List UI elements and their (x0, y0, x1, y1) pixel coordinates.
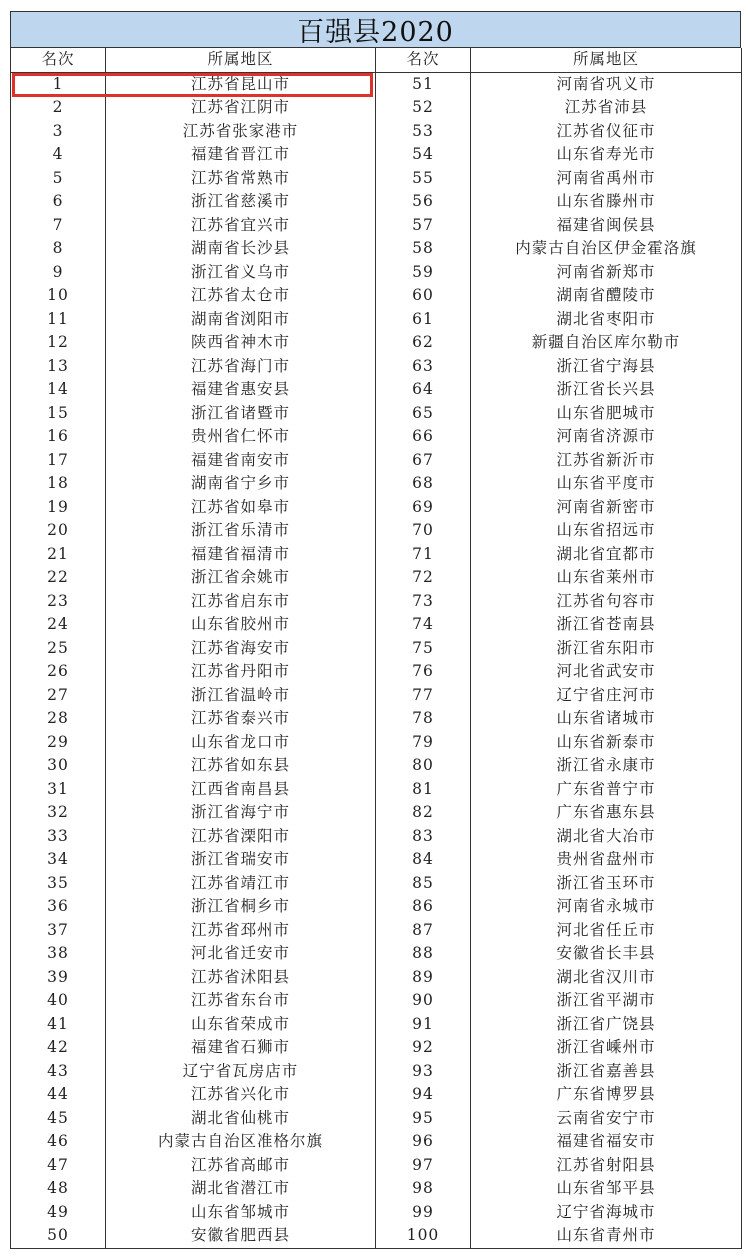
rank-cell: 79 (376, 731, 471, 755)
rank-cell: 28 (11, 707, 106, 731)
rank-cell: 54 (376, 143, 471, 167)
region-cell: 辽宁省庄河市 (471, 684, 742, 708)
table-row (11, 778, 742, 802)
region-cell: 山东省寿光市 (471, 143, 742, 167)
region-cell: 山东省邹平县 (471, 1177, 742, 1201)
rank-cell: 92 (376, 1036, 471, 1060)
table-row (11, 590, 742, 614)
rank-cell: 22 (11, 566, 106, 590)
table-row (11, 72, 742, 96)
region-cell: 福建省南安市 (106, 449, 376, 473)
rank-cell: 49 (11, 1201, 106, 1225)
table-row (11, 1201, 742, 1225)
region-cell: 浙江省慈溪市 (106, 190, 376, 214)
rank-cell: 90 (376, 989, 471, 1013)
rank-cell: 32 (11, 801, 106, 825)
header-rank-right: 名次 (376, 48, 471, 72)
rank-cell: 99 (376, 1201, 471, 1225)
table-row (11, 1107, 742, 1131)
table-row (11, 754, 742, 778)
rank-cell: 23 (11, 590, 106, 614)
rank-cell: 25 (11, 637, 106, 661)
region-cell: 湖北省宜都市 (471, 543, 742, 567)
rank-cell: 63 (376, 355, 471, 379)
rank-cell: 100 (376, 1224, 471, 1248)
rank-cell: 65 (376, 402, 471, 426)
table-row (11, 731, 742, 755)
rank-cell: 52 (376, 96, 471, 120)
table-row (11, 707, 742, 731)
region-cell: 福建省福安市 (471, 1130, 742, 1154)
table-row (11, 1154, 742, 1178)
table-row (11, 1130, 742, 1154)
rank-cell: 12 (11, 331, 106, 355)
rank-cell: 13 (11, 355, 106, 379)
rank-cell: 21 (11, 543, 106, 567)
table-row (11, 613, 742, 637)
rank-cell: 27 (11, 684, 106, 708)
region-cell: 云南省安宁市 (471, 1107, 742, 1131)
rank-cell: 75 (376, 637, 471, 661)
region-cell: 江苏省沛县 (471, 96, 742, 120)
rank-cell: 91 (376, 1013, 471, 1037)
region-cell: 山东省新泰市 (471, 731, 742, 755)
region-cell: 浙江省苍南县 (471, 613, 742, 637)
table-row (11, 848, 742, 872)
region-cell: 湖南省长沙县 (106, 237, 376, 261)
rank-cell: 71 (376, 543, 471, 567)
table-row (11, 284, 742, 308)
table-row (11, 895, 742, 919)
region-cell: 浙江省东阳市 (471, 637, 742, 661)
header-rank-left: 名次 (11, 48, 106, 72)
table-row (11, 989, 742, 1013)
table-row (11, 214, 742, 238)
rank-cell: 38 (11, 942, 106, 966)
region-cell: 江苏省海安市 (106, 637, 376, 661)
table-row (11, 566, 742, 590)
region-cell: 江苏省句容市 (471, 590, 742, 614)
region-cell: 江苏省太仓市 (106, 284, 376, 308)
table-row (11, 496, 742, 520)
rank-cell: 6 (11, 190, 106, 214)
rank-cell: 69 (376, 496, 471, 520)
region-cell: 江苏省靖江市 (106, 872, 376, 896)
region-cell: 浙江省宁海县 (471, 355, 742, 379)
region-cell: 江苏省溧阳市 (106, 825, 376, 849)
region-cell: 福建省晋江市 (106, 143, 376, 167)
region-cell: 湖北省潜江市 (106, 1177, 376, 1201)
region-cell: 河南省永城市 (471, 895, 742, 919)
table-body (11, 72, 742, 1248)
region-cell: 浙江省温岭市 (106, 684, 376, 708)
rank-cell: 40 (11, 989, 106, 1013)
rank-cell: 81 (376, 778, 471, 802)
rank-cell: 60 (376, 284, 471, 308)
table-row (11, 919, 742, 943)
region-cell: 山东省莱州市 (471, 566, 742, 590)
region-cell: 浙江省嵊州市 (471, 1036, 742, 1060)
region-cell: 湖北省枣阳市 (471, 308, 742, 332)
region-cell: 江苏省常熟市 (106, 167, 376, 191)
rank-cell: 84 (376, 848, 471, 872)
region-cell: 江苏省沭阳县 (106, 966, 376, 990)
rank-cell: 78 (376, 707, 471, 731)
rank-cell: 34 (11, 848, 106, 872)
rank-cell: 46 (11, 1130, 106, 1154)
rank-cell: 55 (376, 167, 471, 191)
rank-cell: 45 (11, 1107, 106, 1131)
table-row (11, 167, 742, 191)
region-cell: 安徽省肥西县 (106, 1224, 376, 1248)
table-row (11, 942, 742, 966)
table-row (11, 96, 742, 120)
region-cell: 河北省武安市 (471, 660, 742, 684)
table-row (11, 637, 742, 661)
table-row (11, 378, 742, 402)
rank-cell: 50 (11, 1224, 106, 1248)
region-cell: 广东省博罗县 (471, 1083, 742, 1107)
region-cell: 河南省禹州市 (471, 167, 742, 191)
rank-cell: 48 (11, 1177, 106, 1201)
region-cell: 辽宁省瓦房店市 (106, 1060, 376, 1084)
rank-cell: 8 (11, 237, 106, 261)
table-row (11, 425, 742, 449)
region-cell: 湖南省宁乡市 (106, 472, 376, 496)
header-region-left: 所属地区 (106, 48, 376, 72)
rank-cell: 82 (376, 801, 471, 825)
rank-cell: 93 (376, 1060, 471, 1084)
rank-cell: 61 (376, 308, 471, 332)
rank-cell: 98 (376, 1177, 471, 1201)
rank-cell: 77 (376, 684, 471, 708)
ranking-table (10, 48, 742, 1249)
region-cell: 江苏省如东县 (106, 754, 376, 778)
region-cell: 江苏省启东市 (106, 590, 376, 614)
table-row (11, 684, 742, 708)
region-cell: 江苏省昆山市 (106, 72, 376, 96)
rank-cell: 39 (11, 966, 106, 990)
rank-cell: 56 (376, 190, 471, 214)
rank-cell: 94 (376, 1083, 471, 1107)
region-cell: 浙江省嘉善县 (471, 1060, 742, 1084)
rank-cell: 5 (11, 167, 106, 191)
rank-cell: 73 (376, 590, 471, 614)
region-cell: 福建省闽侯县 (471, 214, 742, 238)
rank-cell: 68 (376, 472, 471, 496)
region-cell: 辽宁省海城市 (471, 1201, 742, 1225)
table-row (11, 472, 742, 496)
rank-cell: 15 (11, 402, 106, 426)
region-cell: 浙江省玉环市 (471, 872, 742, 896)
region-cell: 福建省惠安县 (106, 378, 376, 402)
rank-cell: 76 (376, 660, 471, 684)
rank-cell: 17 (11, 449, 106, 473)
rank-cell: 47 (11, 1154, 106, 1178)
rank-cell: 51 (376, 72, 471, 96)
region-cell: 山东省平度市 (471, 472, 742, 496)
rank-cell: 26 (11, 660, 106, 684)
region-cell: 河南省巩义市 (471, 72, 742, 96)
rank-cell: 41 (11, 1013, 106, 1037)
region-cell: 湖南省醴陵市 (471, 284, 742, 308)
rank-cell: 37 (11, 919, 106, 943)
region-cell: 江苏省邳州市 (106, 919, 376, 943)
rank-cell: 14 (11, 378, 106, 402)
region-cell: 江苏省海门市 (106, 355, 376, 379)
rank-cell: 19 (11, 496, 106, 520)
region-cell: 江苏省江阴市 (106, 96, 376, 120)
rank-cell: 1 (11, 72, 106, 96)
table-row (11, 1013, 742, 1037)
header-region-right: 所属地区 (471, 48, 742, 72)
rank-cell: 58 (376, 237, 471, 261)
region-cell: 湖北省大冶市 (471, 825, 742, 849)
region-cell: 贵州省盘州市 (471, 848, 742, 872)
rank-cell: 24 (11, 613, 106, 637)
region-cell: 浙江省桐乡市 (106, 895, 376, 919)
region-cell: 山东省荣成市 (106, 1013, 376, 1037)
rank-cell: 66 (376, 425, 471, 449)
region-cell: 浙江省余姚市 (106, 566, 376, 590)
rank-cell: 9 (11, 261, 106, 285)
region-cell: 内蒙古自治区伊金霍洛旗 (471, 237, 742, 261)
region-cell: 广东省普宁市 (471, 778, 742, 802)
region-cell: 山东省招远市 (471, 519, 742, 543)
region-cell: 山东省邹城市 (106, 1201, 376, 1225)
rank-cell: 59 (376, 261, 471, 285)
rank-cell: 96 (376, 1130, 471, 1154)
table-row (11, 801, 742, 825)
region-cell: 江苏省泰兴市 (106, 707, 376, 731)
table-row (11, 966, 742, 990)
rank-cell: 67 (376, 449, 471, 473)
rank-cell: 2 (11, 96, 106, 120)
region-cell: 江苏省张家港市 (106, 120, 376, 144)
table-row (11, 355, 742, 379)
rank-cell: 89 (376, 966, 471, 990)
sheet-title: 百强县2020 (10, 11, 741, 48)
region-cell: 福建省福清市 (106, 543, 376, 567)
region-cell: 内蒙古自治区准格尔旗 (106, 1130, 376, 1154)
header-row (11, 48, 742, 72)
region-cell: 河南省新郑市 (471, 261, 742, 285)
rank-cell: 62 (376, 331, 471, 355)
rank-cell: 31 (11, 778, 106, 802)
region-cell: 江苏省丹阳市 (106, 660, 376, 684)
region-cell: 江苏省兴化市 (106, 1083, 376, 1107)
region-cell: 浙江省平湖市 (471, 989, 742, 1013)
region-cell: 河北省迁安市 (106, 942, 376, 966)
rank-cell: 3 (11, 120, 106, 144)
region-cell: 山东省胶州市 (106, 613, 376, 637)
rank-cell: 57 (376, 214, 471, 238)
table-row (11, 1083, 742, 1107)
rank-cell: 36 (11, 895, 106, 919)
region-cell: 山东省滕州市 (471, 190, 742, 214)
rank-cell: 97 (376, 1154, 471, 1178)
region-cell: 安徽省长丰县 (471, 942, 742, 966)
table-row (11, 1036, 742, 1060)
region-cell: 湖北省汉川市 (471, 966, 742, 990)
table-row (11, 308, 742, 332)
region-cell: 江苏省如皋市 (106, 496, 376, 520)
region-cell: 江西省南昌县 (106, 778, 376, 802)
rank-cell: 43 (11, 1060, 106, 1084)
rank-cell: 85 (376, 872, 471, 896)
rank-cell: 88 (376, 942, 471, 966)
rank-cell: 16 (11, 425, 106, 449)
table-row (11, 237, 742, 261)
table-row (11, 543, 742, 567)
region-cell: 陕西省神木市 (106, 331, 376, 355)
table-row (11, 331, 742, 355)
region-cell: 山东省龙口市 (106, 731, 376, 755)
table-row (11, 825, 742, 849)
table-row (11, 143, 742, 167)
region-cell: 江苏省新沂市 (471, 449, 742, 473)
rank-cell: 87 (376, 919, 471, 943)
rank-cell: 83 (376, 825, 471, 849)
rank-cell: 64 (376, 378, 471, 402)
rank-cell: 72 (376, 566, 471, 590)
region-cell: 江苏省仪征市 (471, 120, 742, 144)
rank-cell: 30 (11, 754, 106, 778)
rank-cell: 95 (376, 1107, 471, 1131)
table-row (11, 1224, 742, 1248)
region-cell: 湖北省仙桃市 (106, 1107, 376, 1131)
rank-cell: 4 (11, 143, 106, 167)
region-cell: 山东省肥城市 (471, 402, 742, 426)
rank-cell: 20 (11, 519, 106, 543)
region-cell: 河南省新密市 (471, 496, 742, 520)
region-cell: 江苏省射阳县 (471, 1154, 742, 1178)
region-cell: 新疆自治区库尔勒市 (471, 331, 742, 355)
rank-cell: 44 (11, 1083, 106, 1107)
region-cell: 河南省济源市 (471, 425, 742, 449)
region-cell: 浙江省海宁市 (106, 801, 376, 825)
rank-cell: 29 (11, 731, 106, 755)
table-row (11, 402, 742, 426)
rank-cell: 11 (11, 308, 106, 332)
rank-cell: 33 (11, 825, 106, 849)
region-cell: 湖南省浏阳市 (106, 308, 376, 332)
region-cell: 河北省任丘市 (471, 919, 742, 943)
region-cell: 浙江省瑞安市 (106, 848, 376, 872)
region-cell: 江苏省宜兴市 (106, 214, 376, 238)
ranking-sheet (10, 11, 741, 1249)
region-cell: 江苏省东台市 (106, 989, 376, 1013)
table-row (11, 190, 742, 214)
rank-cell: 86 (376, 895, 471, 919)
rank-cell: 53 (376, 120, 471, 144)
rank-cell: 74 (376, 613, 471, 637)
table-row (11, 261, 742, 285)
rank-cell: 10 (11, 284, 106, 308)
rank-cell: 7 (11, 214, 106, 238)
table-row (11, 1060, 742, 1084)
region-cell: 山东省诸城市 (471, 707, 742, 731)
table-row (11, 1177, 742, 1201)
table-row (11, 449, 742, 473)
rank-cell: 80 (376, 754, 471, 778)
region-cell: 江苏省高邮市 (106, 1154, 376, 1178)
region-cell: 贵州省仁怀市 (106, 425, 376, 449)
region-cell: 浙江省诸暨市 (106, 402, 376, 426)
region-cell: 浙江省长兴县 (471, 378, 742, 402)
table-row (11, 120, 742, 144)
region-cell: 浙江省广饶县 (471, 1013, 742, 1037)
region-cell: 浙江省义乌市 (106, 261, 376, 285)
rank-cell: 70 (376, 519, 471, 543)
rank-cell: 18 (11, 472, 106, 496)
region-cell: 山东省青州市 (471, 1224, 742, 1248)
region-cell: 浙江省永康市 (471, 754, 742, 778)
region-cell: 广东省惠东县 (471, 801, 742, 825)
rank-cell: 42 (11, 1036, 106, 1060)
rank-cell: 35 (11, 872, 106, 896)
table-row (11, 519, 742, 543)
table-row (11, 660, 742, 684)
region-cell: 浙江省乐清市 (106, 519, 376, 543)
region-cell: 福建省石狮市 (106, 1036, 376, 1060)
table-row (11, 872, 742, 896)
